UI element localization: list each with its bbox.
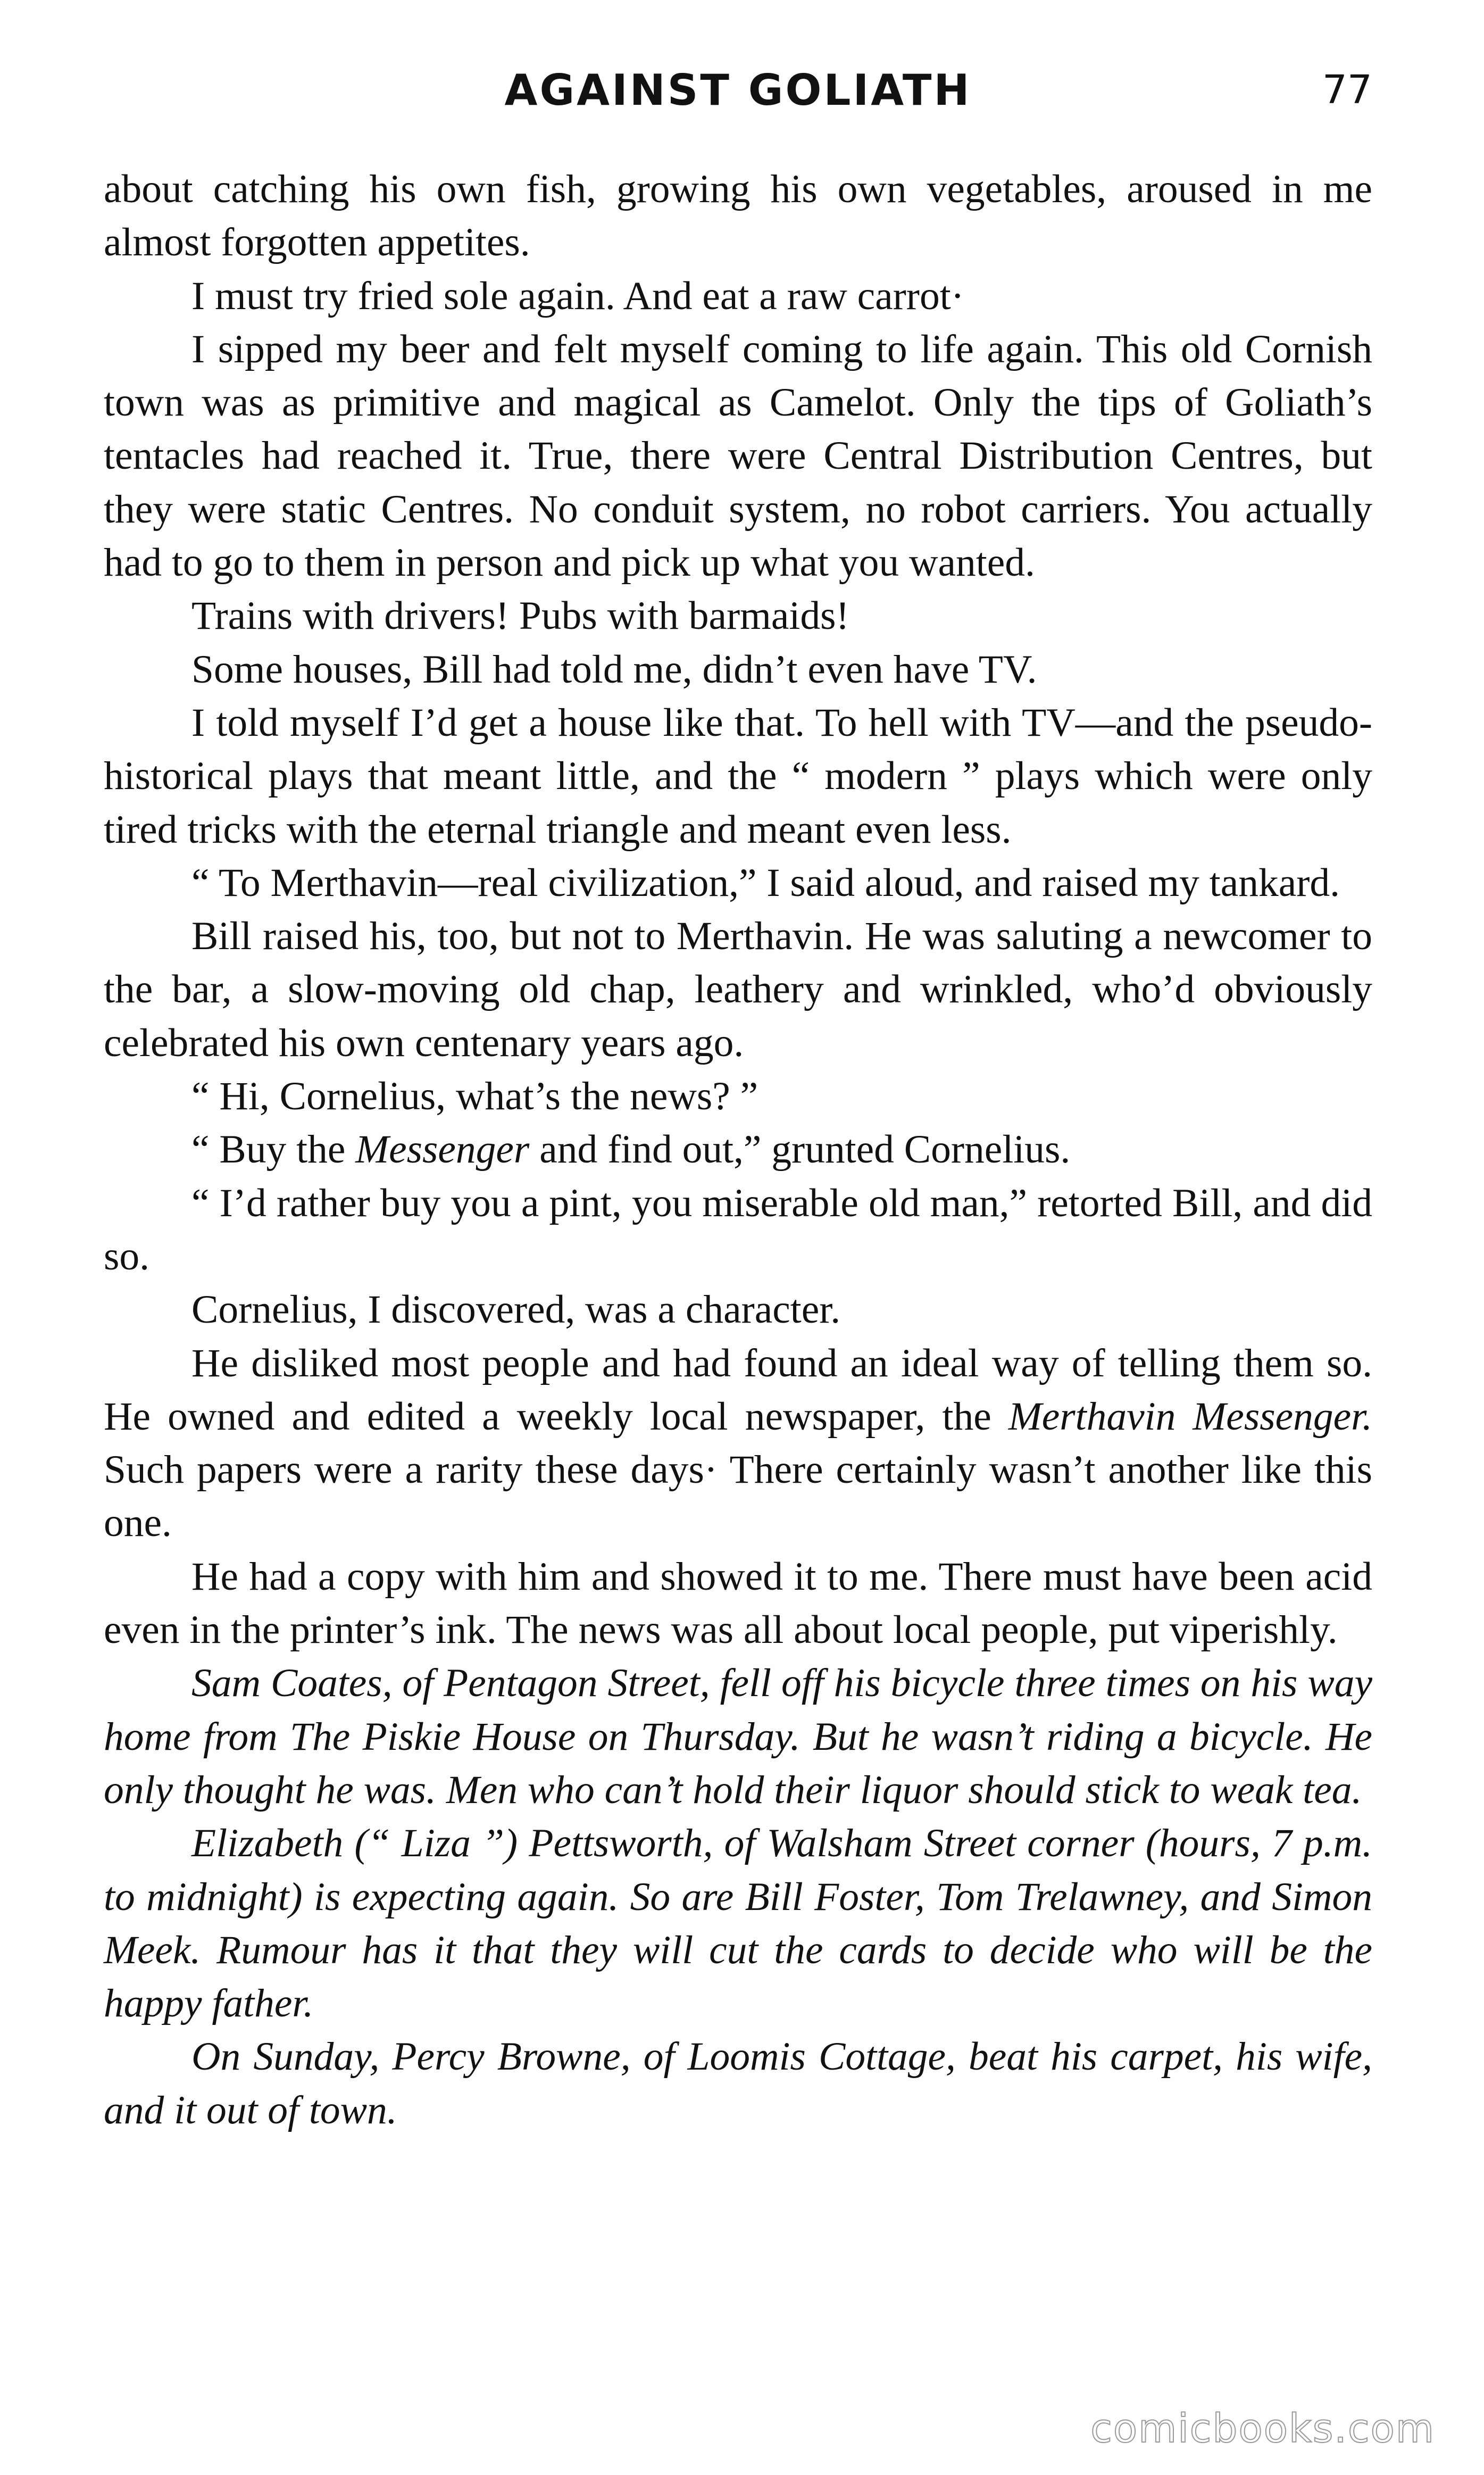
paragraph: Bill raised his, too, but not to Merthavin. He was saluting a newcomer to the bar, a slow-moving old chap, leathery and wrinkled, who’d obviously celebrated his own centenary years ago.	[104, 914, 1372, 1065]
newspaper-title: Merthavin Messenger.	[1008, 1394, 1372, 1439]
paragraph: I must try fried sole again. And eat a raw carrot·	[191, 273, 964, 318]
paragraph: Cornelius, I discovered, was a character.	[191, 1288, 841, 1332]
running-head	[104, 63, 1372, 127]
paragraph	[104, 1123, 1372, 1176]
paragraph	[104, 1337, 1372, 1550]
paragraph: Some houses, Bill had told me, didn’t even have TV.	[191, 647, 1037, 692]
page-number: 77	[1322, 67, 1372, 113]
body-text	[104, 163, 1372, 2137]
paragraph: He had a copy with him and showed it to me. There must have been acid even in the printer’s ink. The news was all about local people, put viperishly.	[104, 1554, 1372, 1652]
paragraph: I told myself I’d get a house like that. To hell with TV—and the pseudo-historical plays that meant little, and the “ modern ” plays which were only tired tricks with the eternal triangle and meant even less.	[104, 700, 1372, 852]
news-item: Sam Coates, of Pentagon Street, fell off his bicycle three times on his way home from The Piskie House on Thursday. But he wasn’t riding a bicycle. He only thought he was. Men who can’t hold their liquor should stick to weak tea.	[104, 1661, 1372, 1812]
news-item: On Sunday, Percy Browne, of Loomis Cottage, beat his carpet, his wife, and it out of town.	[104, 2034, 1372, 2132]
paragraph: “ Hi, Cornelius, what’s the news? ”	[191, 1074, 758, 1119]
running-title: AGAINST GOLIATH	[504, 65, 972, 115]
text-run: “ Buy the	[191, 1127, 356, 1172]
paragraph: I sipped my beer and felt myself coming to life again. This old Cornish town was as primitive and magical as Camelot. Only the tips of Goliath’s tentacles had reached it. True, there were Central Distribution Centres, but they were static Centres. No conduit system, no robot carriers. You actually had to go to them in person and pick up what you wanted.	[104, 327, 1372, 585]
paragraph: “ To Merthavin—real civilization,” I said aloud, and raised my tankard.	[191, 860, 1340, 905]
news-item: Elizabeth (“ Liza ”) Pettsworth, of Walsham Street corner (hours, 7 p.m. to midnight) is expecting again. So are Bill Foster, Tom Trelawney, and Simon Meek. Rumour has it that they will cut the cards to decide who will be the happy father.	[104, 1821, 1372, 2026]
text-run: Such papers were a rarity these days· There certainly wasn’t another like this one.	[104, 1448, 1372, 1546]
newspaper-title: Messenger	[355, 1127, 530, 1172]
paragraph-continued: about catching his own fish, growing his own vegetables, aroused in me almost forgotten appetites.	[104, 167, 1372, 265]
paragraph: Trains with drivers! Pubs with barmaids!	[191, 594, 849, 638]
site-watermark: comicbooks.com	[1090, 2406, 1435, 2452]
paragraph: “ I’d rather buy you a pint, you miserable old man,” retorted Bill, and did so.	[104, 1181, 1372, 1278]
text-run: He disliked most people and had found an ideal way of telling them so. He owned and edited a weekly local newspaper, the	[104, 1341, 1372, 1439]
text-run: and find out,” grunted Cornelius.	[529, 1127, 1071, 1172]
